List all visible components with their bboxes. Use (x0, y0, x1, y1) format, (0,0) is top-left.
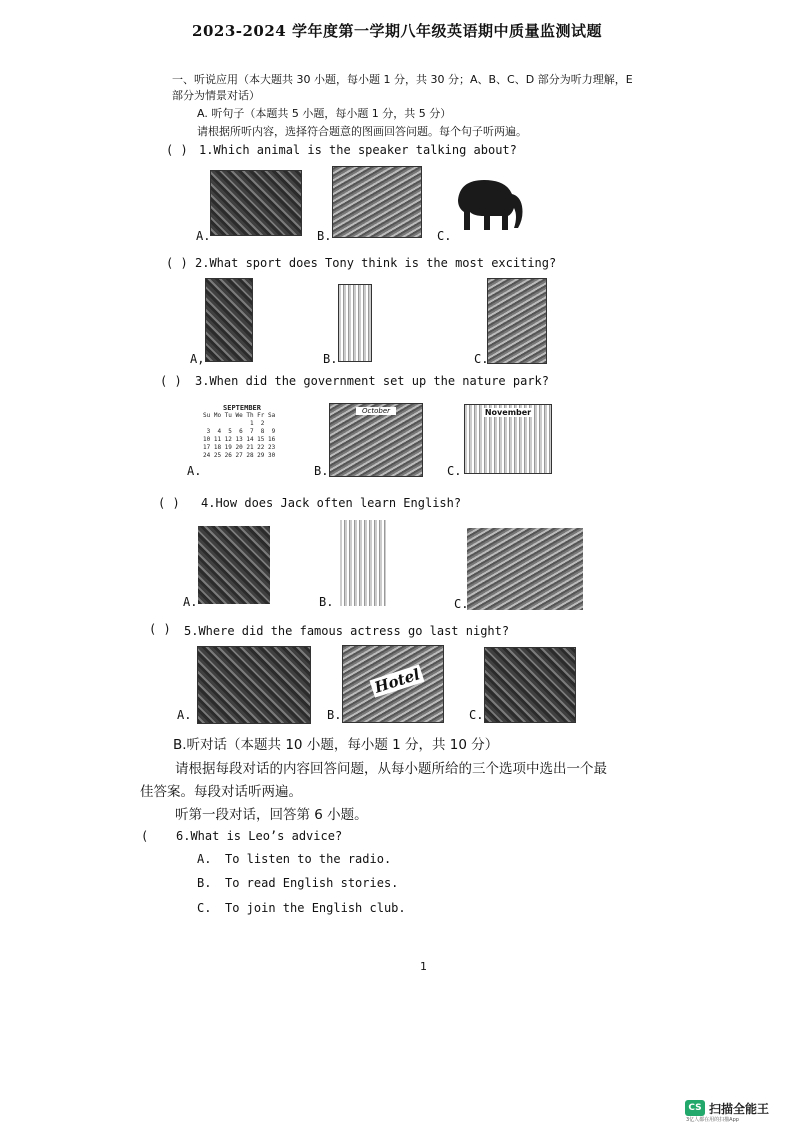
calendar-b-month: October (356, 407, 396, 415)
calendar-a-row3: 10 11 12 13 14 15 16 (203, 436, 276, 443)
document-title: 2023-2024 学年度第一学期八年级英语期中质量监测试题 (192, 22, 602, 40)
calendar-a-row5: 24 25 26 27 28 29 30 (203, 452, 276, 459)
q5-label-b: B. (327, 708, 342, 722)
girl-headphones-image (340, 520, 386, 606)
calendar-c-month: November (484, 408, 532, 417)
question-5-text: 5.Where did the famous actress go last night? (184, 624, 510, 638)
partB-instruction-line1: 请根据每段对话的内容回答问题，从每小题所给的三个选项中选出一个最 (175, 761, 607, 777)
q3-label-c: C. (447, 464, 462, 478)
dialogue-1-instruction: 听第一段对话，回答第 6 小题。 (175, 807, 368, 823)
q6-option-a-text: To listen to the radio. (225, 852, 392, 866)
answer-paren-q5: ( ) (149, 622, 171, 636)
q6-option-b-label: B. (197, 876, 212, 890)
calendar-a-row2: 3 4 5 6 7 8 9 (203, 428, 276, 435)
q2-label-c: C. (474, 352, 489, 366)
q1-label-a: A. (196, 229, 211, 243)
camscanner-logo-icon: CS (685, 1100, 705, 1116)
question-6-text: 6.What is Leo’s advice? (176, 829, 343, 843)
page-number: 1 (420, 960, 427, 973)
q3-label-b: B. (314, 464, 329, 478)
answer-paren-q4: ( ) (158, 496, 180, 510)
question-1-text: 1.Which animal is the speaker talking about? (199, 143, 517, 157)
question-3-text: 3.When did the government set up the nature park? (195, 374, 550, 388)
hotel-image (342, 645, 444, 723)
calendar-october (329, 403, 423, 477)
panda-image (210, 170, 302, 236)
section-heading-line2: 部分为情景对话） (172, 89, 260, 102)
q4-label-b: B. (319, 595, 334, 609)
watermark-tagline: 3亿人都在用的扫描App (686, 1117, 739, 1123)
answer-paren-q6: ( (141, 829, 149, 843)
boy-reading-image (198, 526, 270, 604)
calendar-november (464, 404, 552, 474)
sport-image-b (338, 284, 372, 362)
partA-heading: A. 听句子（本题共 5 小题，每小题 1 分，共 5 分） (197, 107, 452, 120)
boy-writing-image (467, 528, 583, 610)
calendar-september (203, 404, 281, 460)
sport-image-a (205, 278, 253, 362)
watermark-brand: 扫描全能王 (709, 1102, 770, 1116)
calendar-a-month: SEPTEMBER (223, 404, 261, 412)
q6-option-c-text: To join the English club. (225, 901, 406, 915)
calendar-a-header: Su Mo Tu We Th Fr Sa (203, 412, 276, 419)
q2-label-b: B. (323, 352, 338, 366)
partB-instruction-line2: 佳答案。每段对话听两遍。 (140, 784, 302, 800)
answer-paren-q3: ( ) (160, 374, 182, 388)
q1-label-c: C. (437, 229, 452, 243)
q4-label-a: A. (183, 595, 198, 609)
q6-option-a-label: A. (197, 852, 212, 866)
elephant-image (450, 172, 530, 238)
answer-paren-q1: ( ) (166, 143, 188, 157)
cinema-image (197, 646, 311, 724)
calendar-a-row1: 1 2 (203, 420, 265, 427)
q6-option-b-text: To read English stories. (225, 876, 399, 890)
partB-heading: B.听对话（本题共 10 小题，每小题 1 分，共 10 分） (173, 737, 499, 753)
q6-option-c-label: C. (197, 901, 212, 915)
hotel-sign: Hotel (370, 664, 425, 697)
partA-instruction: 请根据所听内容，选择符合题意的图画回答问题。每个句子听两遍。 (197, 125, 527, 138)
q3-label-a: A. (187, 464, 202, 478)
section-heading-line1: 一、听说应用（本大题共 30 小题，每小题 1 分，共 30 分；A、B、C、D 部分为听力理解，E (172, 73, 633, 86)
question-4-text: 4.How does Jack often learn English? (201, 496, 462, 510)
q2-label-a: A, (190, 352, 205, 366)
calendar-a-row4: 17 18 19 20 21 22 23 (203, 444, 276, 451)
animal-image-b (332, 166, 422, 238)
sport-image-c (487, 278, 547, 364)
q5-label-a: A. (177, 708, 192, 722)
store-image (484, 647, 576, 723)
answer-paren-q2: ( ) (166, 256, 188, 270)
q4-label-c: C. (454, 597, 469, 611)
q1-label-b: B. (317, 229, 332, 243)
q5-label-c: C. (469, 708, 484, 722)
question-2-text: 2.What sport does Tony think is the most exciting? (195, 256, 557, 270)
